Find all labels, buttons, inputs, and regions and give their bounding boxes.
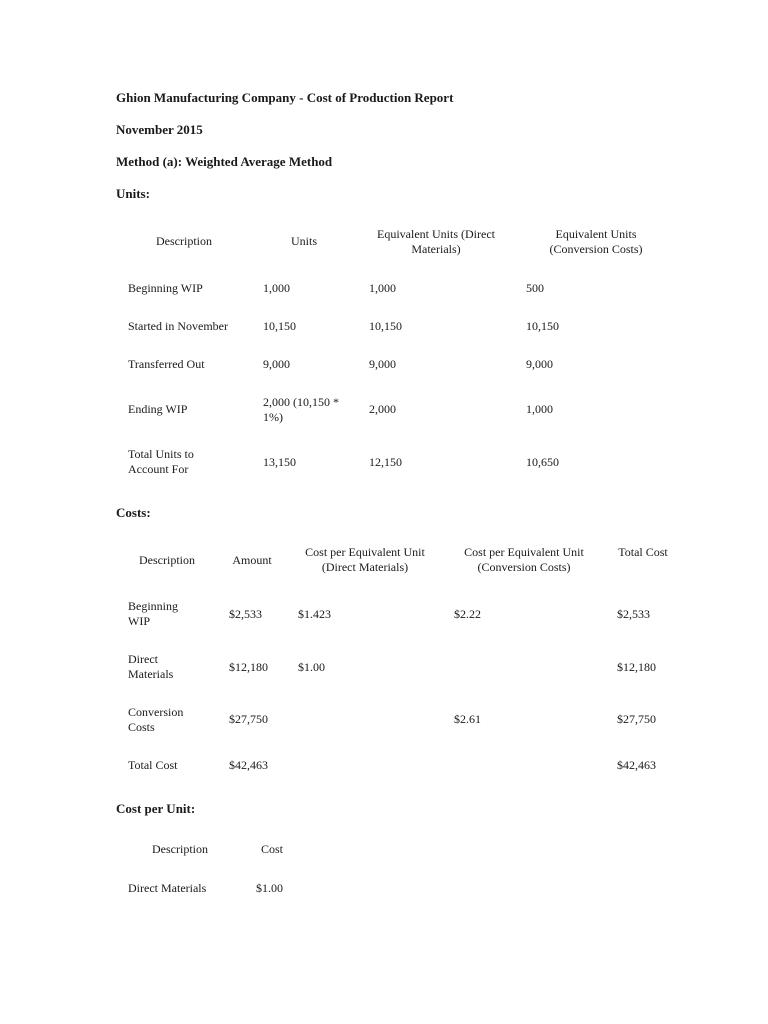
units-heading: Units: — [116, 186, 150, 201]
units-header-description: Description — [156, 234, 212, 248]
units-row-2-eq-dm: 9,000 — [369, 357, 396, 371]
units-row-1-description: Started in November — [128, 319, 228, 333]
units-row-0-description: Beginning WIP — [128, 281, 203, 295]
costs-row-2-amount: $27,750 — [229, 712, 268, 726]
units-row-0-units: 1,000 — [263, 281, 290, 295]
units-header-units: Units — [290, 234, 317, 248]
units-row-4-units: 13,150 — [263, 455, 296, 469]
costs-header-total: Total Cost — [618, 545, 668, 559]
costs-row-2-cpeu-cc: $2.61 — [454, 712, 481, 726]
units-row-1-eq-dm: 10,150 — [369, 319, 402, 333]
costs-header-amount: Amount — [232, 553, 272, 567]
cpu-row-0-description: Direct Materials — [128, 881, 207, 895]
costs-row-3-description: Total Cost — [128, 758, 178, 772]
units-row-2-description: Transferred Out — [128, 357, 205, 371]
units-row-0-eq-cc: 500 — [526, 281, 544, 295]
units-row-3-description: Ending WIP — [128, 402, 188, 416]
costs-row-2-total: $27,750 — [617, 712, 656, 726]
report-period: November 2015 — [116, 122, 203, 137]
cpu-header-description: Description — [152, 842, 208, 856]
units-row-3-units: 2,000 (10,150 * 1%) — [263, 395, 339, 424]
costs-row-0-cpeu-cc: $2.22 — [454, 607, 481, 621]
units-row-0-eq-dm: 1,000 — [369, 281, 396, 295]
costs-header-cpeu-dm: Cost per Equivalent Unit (Direct Materials) — [305, 545, 425, 574]
units-row-1-eq-cc: 10,150 — [526, 319, 559, 333]
units-row-3-eq-dm: 2,000 — [369, 402, 396, 416]
costs-row-0-total: $2,533 — [617, 607, 650, 621]
units-row-4-description: Total Units to Account For — [128, 447, 194, 476]
cost-per-unit-heading: Cost per Unit: — [116, 801, 196, 816]
costs-row-2-description: Conversion Costs — [128, 705, 184, 734]
units-row-2-units: 9,000 — [263, 357, 290, 371]
costs-row-1-cpeu-dm: $1.00 — [298, 660, 325, 674]
costs-row-1-amount: $12,180 — [229, 660, 268, 674]
report-title: Ghion Manufacturing Company - Cost of Production Report — [116, 90, 454, 105]
cpu-row-0-cost: $1.00 — [256, 881, 283, 895]
costs-header-cpeu-cc: Cost per Equivalent Unit (Conversion Costs) — [464, 545, 584, 574]
costs-row-0-cpeu-dm: $1.423 — [298, 607, 331, 621]
costs-row-3-amount: $42,463 — [229, 758, 268, 772]
method-heading: Method (a): Weighted Average Method — [116, 154, 333, 169]
costs-row-1-total: $12,180 — [617, 660, 656, 674]
units-row-1-units: 10,150 — [263, 319, 296, 333]
units-row-4-eq-cc: 10,650 — [526, 455, 559, 469]
units-row-4-eq-dm: 12,150 — [369, 455, 402, 469]
units-row-2-eq-cc: 9,000 — [526, 357, 553, 371]
costs-row-3-total: $42,463 — [617, 758, 656, 772]
cpu-header-cost: Cost — [260, 842, 283, 856]
costs-row-0-amount: $2,533 — [229, 607, 262, 621]
costs-header-description: Description — [139, 553, 195, 567]
costs-heading: Costs: — [116, 505, 151, 520]
costs-row-0-description: Beginning WIP — [128, 599, 178, 628]
units-header-eq-dm: Equivalent Units (Direct Materials) — [377, 227, 495, 256]
costs-row-1-description: Direct Materials — [128, 652, 174, 681]
units-header-eq-cc: Equivalent Units (Conversion Costs) — [549, 227, 643, 256]
units-row-3-eq-cc: 1,000 — [526, 402, 553, 416]
